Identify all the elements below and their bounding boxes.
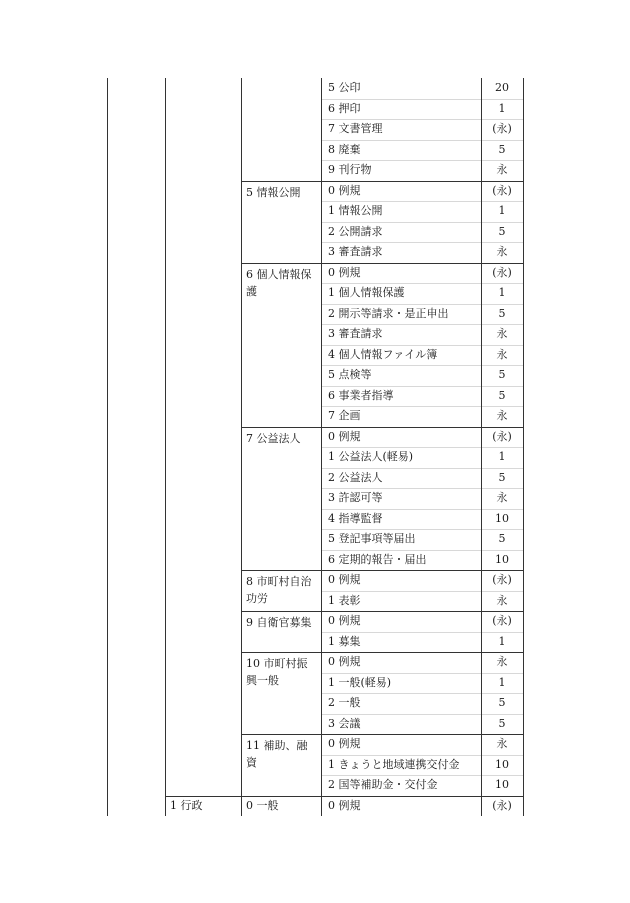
retention-period: 10 — [495, 511, 509, 525]
retention-period: 10 — [495, 757, 509, 771]
retention-period: 永 — [496, 737, 508, 750]
sub-item-label: 2 公開請求 — [328, 224, 383, 238]
retention-period: 5 — [498, 142, 506, 156]
retention-period: (永) — [492, 614, 512, 627]
group-label: 9 自衛官募集 — [246, 616, 312, 629]
retention-period: 永 — [496, 347, 508, 361]
retention-period: 永 — [496, 327, 508, 340]
sub-item-label: 0 例規 — [328, 614, 361, 627]
row-divider — [321, 283, 523, 284]
group-label: 7 公益法人 — [246, 431, 301, 445]
row-divider — [321, 632, 523, 633]
sub-item-label: 3 審査請求 — [328, 327, 383, 340]
group-label: 11 補助、融資 — [246, 739, 308, 769]
sub-item-label: 5 登記事項等届出 — [328, 532, 416, 545]
row-divider — [321, 242, 523, 243]
row-divider — [321, 119, 523, 120]
retention-period: 永 — [496, 409, 508, 422]
row-divider — [321, 775, 523, 776]
row-divider — [321, 447, 523, 448]
column-border — [107, 78, 108, 816]
row-divider — [321, 488, 523, 489]
group-label: 6 個人情報保護 — [246, 267, 312, 298]
row-divider — [321, 304, 523, 305]
retention-period: 10 — [495, 552, 509, 566]
sub-item-label: 1 表彰 — [328, 593, 361, 607]
sub-item-label: 5 公印 — [328, 81, 361, 94]
sub-item-label: 1 募集 — [328, 634, 361, 648]
retention-period: 1 — [498, 450, 506, 463]
retention-period: 永 — [496, 245, 508, 258]
row-divider — [321, 160, 523, 161]
row-divider — [321, 529, 523, 530]
retention-period: 1 — [498, 101, 506, 115]
row-divider — [321, 755, 523, 756]
retention-period: 1 — [498, 204, 506, 217]
column-border — [165, 78, 166, 816]
retention-period: (永) — [492, 265, 512, 279]
row-divider — [321, 386, 523, 387]
sub-item-label: 6 事業者指導 — [328, 388, 394, 402]
row-divider — [321, 673, 523, 674]
sub-item-label: 8 廃棄 — [328, 142, 361, 156]
retention-period: 1 — [498, 675, 506, 689]
row-divider — [321, 714, 523, 715]
sub-item-label: 0 例規 — [328, 265, 361, 279]
sub-item-label: 9 刊行物 — [328, 163, 372, 176]
retention-period: (永) — [492, 122, 512, 135]
group-label: 8 市町村自治功労 — [246, 575, 312, 605]
row-divider — [321, 406, 523, 407]
retention-period: (永) — [492, 429, 512, 443]
retention-period: (永) — [492, 183, 512, 197]
sub-item-label: 1 きょうと地域連携交付金 — [328, 757, 460, 771]
sub-item-label: 1 個人情報保護 — [328, 286, 405, 299]
row-divider — [321, 324, 523, 325]
retention-period: 永 — [496, 593, 508, 607]
retention-period: 5 — [498, 224, 506, 238]
column-border — [481, 78, 482, 816]
row-divider — [321, 222, 523, 223]
final-mid-label: 0 一般 — [246, 798, 279, 812]
sub-item-label: 3 会議 — [328, 716, 361, 730]
group-label: 5 情報公開 — [246, 185, 301, 199]
retention-period: 1 — [498, 286, 506, 299]
sub-item-label: 7 企画 — [328, 409, 361, 422]
sub-item-label: 6 定期的報告・届出 — [328, 552, 427, 566]
sub-item-label: 2 国等補助金・交付金 — [328, 778, 438, 791]
row-divider — [321, 509, 523, 510]
group-label: 10 市町村振興一般 — [246, 657, 308, 687]
sub-item-label: 2 開示等請求・是正申出 — [328, 306, 449, 320]
retention-period: 5 — [498, 716, 506, 730]
retention-period: 5 — [498, 532, 506, 545]
retention-period: 5 — [498, 306, 506, 320]
column-border — [321, 78, 322, 816]
column-border — [523, 78, 524, 816]
retention-period: 1 — [498, 634, 506, 648]
row-divider — [321, 345, 523, 346]
sub-item-label: 3 審査請求 — [328, 245, 383, 258]
final-retention-period: (永) — [492, 798, 512, 812]
sub-item-label: 2 公益法人 — [328, 470, 383, 484]
sub-item-label: 0 例規 — [328, 573, 361, 586]
row-divider — [321, 140, 523, 141]
retention-period: 永 — [496, 491, 508, 504]
final-sub-label: 0 例規 — [328, 798, 361, 812]
row-divider — [321, 591, 523, 592]
retention-period: 5 — [498, 388, 506, 402]
sub-item-label: 0 例規 — [328, 183, 361, 197]
retention-period: (永) — [492, 573, 512, 586]
row-divider — [321, 365, 523, 366]
retention-period: 20 — [495, 81, 509, 94]
sub-item-label: 0 例規 — [328, 737, 361, 750]
retention-period: 永 — [496, 163, 508, 176]
sub-item-label: 1 公益法人(軽易) — [328, 450, 414, 463]
row-divider — [321, 468, 523, 469]
retention-period: 5 — [498, 368, 506, 381]
retention-period: 5 — [498, 696, 506, 709]
retention-period: 永 — [496, 655, 508, 668]
sub-item-label: 4 個人情報ファイル簿 — [328, 347, 438, 361]
sub-item-label: 0 例規 — [328, 429, 361, 443]
final-top-label: 1 行政 — [170, 798, 203, 812]
sub-item-label: 2 一般 — [328, 696, 361, 709]
row-divider — [321, 550, 523, 551]
sub-item-label: 1 情報公開 — [328, 204, 383, 217]
row-divider — [321, 693, 523, 694]
sub-item-label: 3 許認可等 — [328, 491, 383, 504]
row-divider — [321, 99, 523, 100]
sub-item-label: 5 点検等 — [328, 368, 372, 381]
retention-period: 5 — [498, 470, 506, 484]
column-border — [241, 78, 242, 816]
sub-item-label: 4 指導監督 — [328, 511, 383, 525]
retention-period: 10 — [495, 778, 509, 791]
sub-item-label: 1 一般(軽易) — [328, 675, 392, 689]
sub-item-label: 0 例規 — [328, 655, 361, 668]
sub-item-label: 7 文書管理 — [328, 122, 383, 135]
row-divider — [321, 201, 523, 202]
sub-item-label: 6 押印 — [328, 101, 361, 115]
